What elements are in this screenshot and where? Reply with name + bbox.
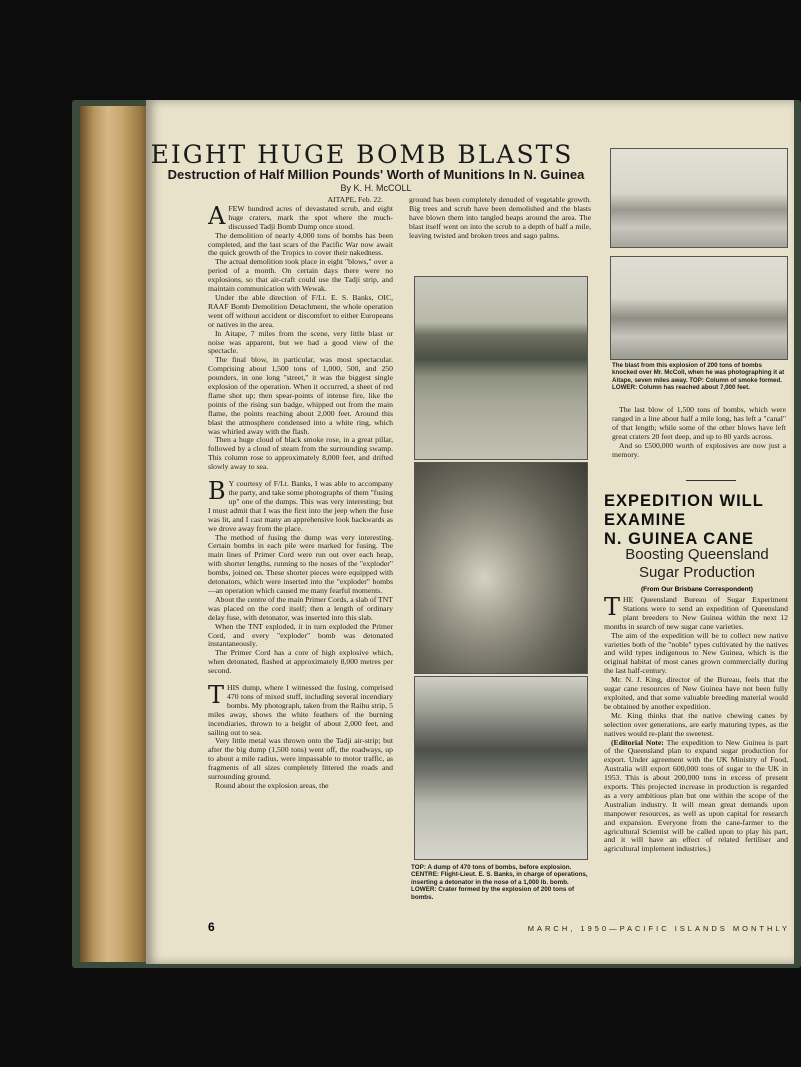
paragraph: Very little metal was thrown onto the Tadji air-strip; but after the big dump (1,500 tons) went off, the roadways, up to about a mile radius, were impassable to motor traffic, as fragments of all sizes completely littered the roads and surrounding ground. (208, 736, 393, 782)
photo-bomb-dump (414, 276, 588, 460)
paragraph: Mr. N. J. King, director of the Bureau, feels that the sugar cane resources of New Guinea have not been fully exploited, and that some valuable breeding material would be obtained by another expedition. (604, 675, 788, 711)
paragraph: Under the able direction of F/Lt. E. S. Banks, OIC, RAAF Bomb Demolition Detachment, the whole operation went off without accident or discomfort to either Europeans or natives in the area. (208, 292, 393, 329)
magazine-page (146, 100, 794, 964)
paragraph: The demolition of nearly 4,000 tons of bombs has been completed, and the last scars of the Pacific War now await the quick growth of the Tropics to cover their nakedness. (208, 230, 393, 258)
sidebar-title-line-1: EXPEDITION WILL (604, 492, 764, 510)
sidebar-title (604, 492, 790, 549)
paragraph: Y courtesy of F/Lt. Banks, I was able to accompany the party, and take some photographs of them "fusing up" one of the dumps. This was very interesting; but I must admit that I was the first into the jeep when the fuse was lit, and I cast many an apprehensive look backwards as we drove away from the place. (208, 479, 393, 533)
article-column-1 (208, 196, 393, 920)
paragraph: The aim of the expedition will be to collect new native varieties both of the "noble" types cultivated by the natives and wild types indigenous to New Guinea, which is the original habitat of most canes grown commercially during the last half-century. (604, 630, 788, 676)
paragraph: The last blow of 1,500 tons of bombs, which were ranged in a line about half a mile long, has left a "canal" of that length; while some of the other blows have left great craters 20 feet deep, and up to 80 yards across. (612, 405, 786, 441)
article-subheadline: Destruction of Half Million Pounds' Worth of Munitions In N. Guinea (167, 167, 585, 182)
paragraph: In Aitape, 7 miles from the scene, very little blast or noise was apparent, but we had a good view of the spectacle. (208, 328, 393, 356)
dropcap-t-sidebar: T (604, 596, 621, 621)
sidebar-subtitle (604, 546, 790, 582)
sidebar-body (604, 596, 788, 922)
sidebar-subtitle-line-1: Boosting Queensland (625, 546, 769, 563)
sidebar-title-line-2: EXAMINE (604, 511, 687, 529)
article-column-2-text: ground has been completely denuded of vegetable growth. Big trees and scrub have been demolished and the blasts have blown them into tangled heaps around the area. The blast itself went on into the scrub to a depth of half a mile, leaving twisted and broken trees and sago palms. (409, 196, 591, 240)
dropcap-a: A (208, 201, 226, 230)
sidebar-title-line-3: N. GUINEA CANE (604, 530, 754, 548)
photo-smoke-column-lower (610, 256, 788, 360)
paragraph: Then a huge cloud of black smoke rose, in a great pillar, followed by a cloud of steam from the surrounding swamp. This column rose to approximately 8,000 feet, and drifted slowly away to sea. (208, 435, 393, 472)
caption-column-3: The blast from this explosion of 200 tons of bombs knocked over Mr. McColl, when he was photographing it at Aitape, seven miles away. TOP: Column of smoke formed. LOWER: Column has reached about 7,000 feet. (612, 362, 785, 392)
paragraph: Mr. King thinks that the native chewing canes by selection over generations, are early maturing types, as the natives would re-plant the sweetest. (604, 710, 788, 738)
paragraph: The actual demolition took place in eight "blows," over a period of a month. On certain days there were no explosions, so that air-craft could use the Tadji strip, and maintain communication with Wewak. (208, 257, 393, 294)
article-byline: By K. H. McCOLL (340, 183, 412, 193)
sidebar-source: (From Our Brisbane Correspondent) (641, 586, 753, 593)
paragraph: When the TNT exploded, it in turn exploded the Primer Cord, and every "exploder" bomb was detonated instantaneously. (208, 621, 393, 649)
sidebar-subtitle-line-2: Sugar Production (639, 564, 755, 581)
dropcap-t: T (208, 681, 225, 710)
paragraph: Round about the explosion areas, the (215, 781, 329, 790)
caption-lower: LOWER: Crater formed by the explosion of 200 tons of bombs. (411, 886, 575, 901)
paragraph: The method of fusing the dump was very interesting. Certain bombs in each pile were marked for fusing. The main lines of Primer Cord were run out over each heap, with shorter lengths, running to the noses of the "exploder" bombs, joined on. These shorter pieces were equipped with detonators, which were inserted into the "exploder" bombs—an operation which caused me many fearful moments. (208, 532, 393, 595)
article-headline: EIGHT HUGE BOMB BLASTS (150, 140, 574, 169)
paragraph: And so £500,000 worth of explosives are now just a memory. (612, 440, 786, 459)
book-page-edges (80, 106, 150, 962)
paragraph: About the centre of the main Primer Cords, a slab of TNT was placed on the cord itself; then a length of ordinary delay fuse, with detonator, was inserted into this slab. (208, 594, 393, 622)
photo-crater (414, 676, 588, 860)
paragraph: The Primer Cord has a core of high explosive which, when detonated, flashed at approximately 8,000 metres per second. (208, 648, 393, 676)
caption-centre: CENTRE: Flight-Lieut. E. S. Banks, in charge of operations, inserting a detonator in the nose of a 1,000 lb. bomb. (411, 871, 588, 886)
photo-captions-column-2 (411, 864, 591, 901)
caption-top: TOP: A dump of 470 tons of bombs, before explosion. (411, 864, 572, 871)
paragraph: HIS dump, where I witnessed the fusing, comprised 470 tons of mixed stuff, including several incendiary bombs. My photograph, taken from the Raihu strip, 5 miles away, shows the white feathers of the burning incendiaries, thrown to a height of about 2,000 feet, and sailing out to sea. (208, 683, 393, 737)
editorial-note-label: (Editorial Note: (611, 737, 664, 747)
photo-smoke-column-top (610, 148, 788, 248)
editorial-note-text: The expedition to New Guinea is part of the Queensland plan to expand sugar production for export. Under agreement with the UK Ministry of Food, Australia will export 600,000 tons of sugar to the UK in 1953. This is about 200,000 tons in excess of present exports. This projected increase in production is regarded as a very ambitious plan but one within the scope of the Australian industry. It will mean great demands upon manpower resources, as well as upon capital for research and expansion. Everyone from the cane-farmer to the agricultural Scientist will be called upon to play his part, and it will have an effect of related fertiliser and agricultural implement industries.) (604, 737, 788, 854)
page-number: 6 (208, 920, 215, 934)
issue-footer: MARCH, 1950—PACIFIC ISLANDS MONTHLY (527, 924, 790, 933)
article-dateline: AITAPE, Feb. 22. (327, 196, 383, 204)
article-column-3-text (612, 406, 786, 459)
photo-banks-detonator (414, 462, 588, 674)
paragraph: HE Queensland Bureau of Sugar Experiment Stations were to send an expedition of Queensland plant breeders to New Guinea within the next 12 months in search of new sugar cane varieties. (604, 596, 788, 631)
lead-paragraph: FEW hundred acres of devastated scrub, and eight huge craters, mark the spot where the much-discussed Tadji Bomb Dump once stood. (228, 203, 393, 231)
paragraph: The final blow, in particular, was most spectacular. Comprising about 1,500 tons of 1,000, 500, and 250 pounders, in one long "street," it was the biggest single explosion of the operation. When it occurred, a sheet of red flame shot up; then spear-points of intense fire, like the points of the rising sun badge, whipped out from the main flame, the points reaching about 2,000 feet. Around this blast the atmosphere condensed into a white ring, which was whirled away with the flash. (208, 355, 393, 436)
dropcap-b: B (208, 477, 226, 506)
section-divider (686, 480, 736, 481)
